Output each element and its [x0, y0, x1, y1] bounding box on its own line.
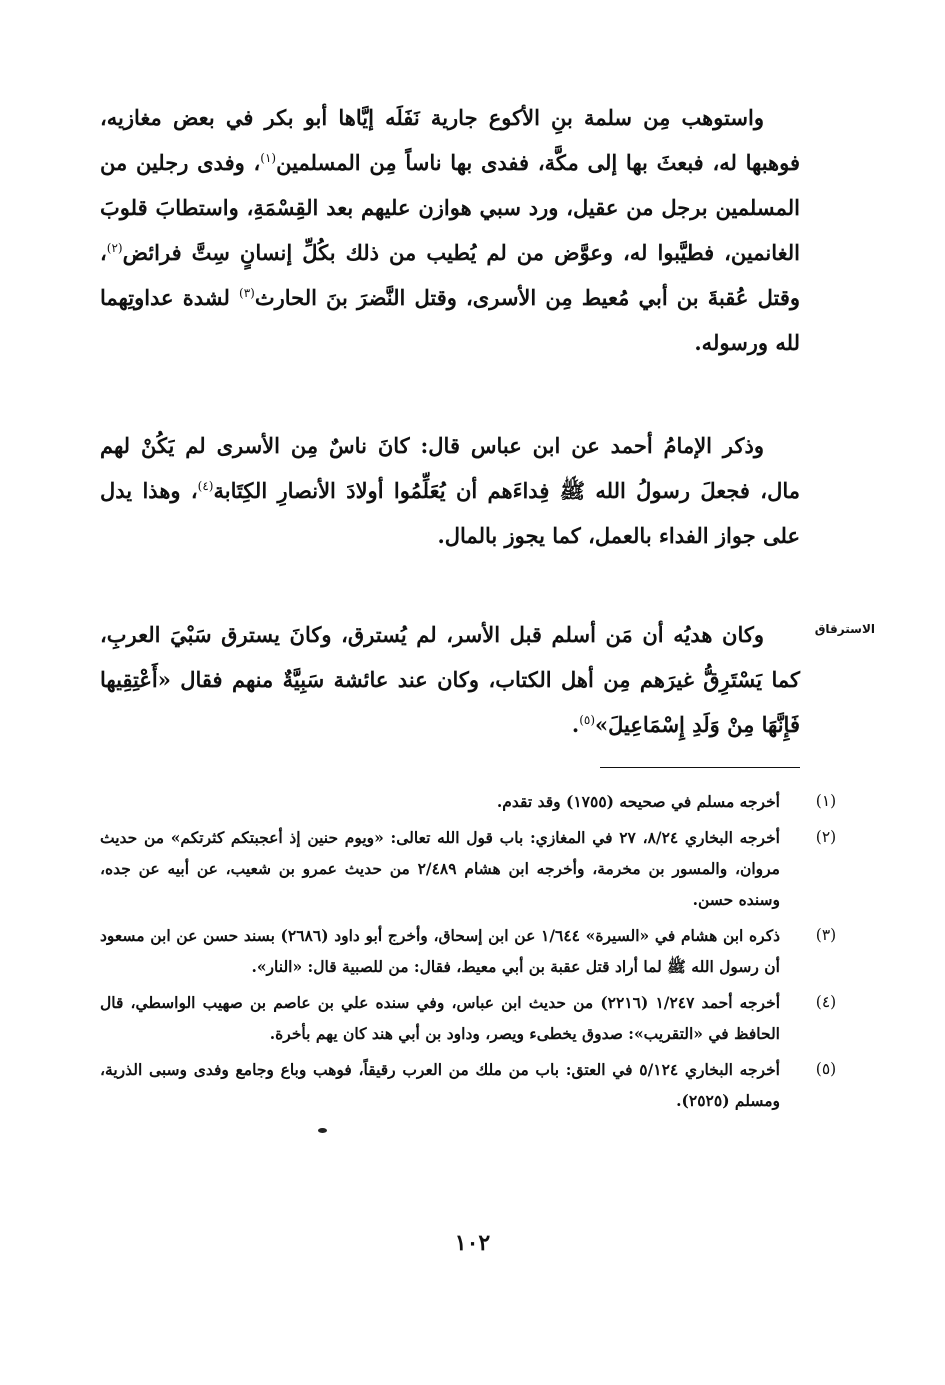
paragraph-3-text-b: . [571, 712, 580, 737]
footnote-ref-4[interactable]: (٤) [197, 479, 214, 493]
paragraph-3 [100, 612, 800, 747]
footnote-ref-1[interactable]: (١) [260, 151, 277, 165]
footnote-5 [100, 1054, 837, 1116]
footnote-number: (١) [815, 792, 837, 810]
footnote-3 [100, 920, 837, 982]
footnote-text: أخرجه البخاري ٥/١٢٤ في العتق: باب من ملك من العرب رقيقاً، فوهب وباع وجامع وفدى وسبى الذرية، ومسلم (٢٥٢٥). [100, 1060, 780, 1110]
footnote-number: (٥) [815, 1060, 837, 1078]
footnote-text: أخرجه البخاري ٨/٢٤، ٢٧ في المغازي: باب قول الله تعالى: «ويوم حنين إذ أعجبتكم كثرتكم» من حديث مروان، والمسور بن مخرمة، وأخرجه ابن هشام ٢/٤٨٩ من حديث عمرو بن شعيب، عن أبيه عن جده، وسنده حسن. [100, 828, 780, 909]
footnotes-section [100, 786, 837, 1121]
paragraph-2-text-b: ، وهذا يدل على جواز الفداء بالعمل، كما يجوز بالمال. [100, 478, 800, 548]
footnote-number: (٣) [815, 926, 837, 944]
footnote-ref-2[interactable]: (٢) [106, 241, 123, 255]
paragraph-2-text-a: وذكر الإمامُ أحمد عن ابن عباس قال: كانَ ناسٌ مِن الأسرى لم يَكُنْ لهم مال، فجعلَ رسولُ الله ﷺ فِداءَهم أن يُعَلِّمُوا أولادَ الأنصارِ الكِتَابة [100, 433, 800, 503]
footnote-number: (٢) [815, 828, 837, 846]
scan-speck [318, 1128, 327, 1133]
paragraph-1-text-a: واستوهب مِن سلمة بنِ الأكوع جارية نَفَلَه إيَّاها أبو بكر في بعض مغازيه، فوهبها له، فبعثَ بها إلى مكَّة، ففدى بها ناساً مِن المسلمين [100, 105, 800, 175]
footnote-2 [100, 822, 837, 915]
footnote-number: (٤) [815, 993, 837, 1011]
page-number: ١٠٢ [454, 1230, 491, 1256]
footnote-divider [600, 767, 800, 768]
footnote-text: أخرجه مسلم في صحيحه (١٧٥٥) وقد تقدم. [496, 792, 780, 811]
footnote-ref-5[interactable]: (٥) [579, 713, 596, 727]
paragraph-1-text-c: ، وقتل عُقبةَ بن أبي مُعيط مِن الأسرى، وقتل النَّضرَ بنَ الحارث [100, 240, 801, 310]
paragraph-1-text-b: ، وفدى رجلين من المسلمين برجل من عقيل، ورد سبي هوازن عليهم بعد القِسْمَةِ، واستطابَ قلوبَ الغانمين، فطيَّبوا له، وعوَّض من لم يُطيب من ذلك بكُلِّ إنسانٍ سِتَّ فرائض [100, 150, 800, 265]
paragraph-3-text-a: وكان هديُه أن مَن أسلم قبل الأسر، لم يُسترق، وكانَ يسترق سَبْيَ العربِ، كما يَسْتَرِقُّ غيرَهم مِن أهل الكتاب، وكان عند عائشة سَبِيَّةٌ منهم فقال «أَعْتِقِيها فَإِنَّهَا مِنْ وَلَدِ إِسْمَاعِيلَ» [100, 622, 800, 737]
paragraph-2 [100, 423, 800, 558]
footnote-1 [100, 786, 837, 817]
paragraph-1-text-d: لشدة عداوتِهما لله ورسوله. [100, 285, 800, 355]
footnote-4 [100, 987, 837, 1049]
footnote-ref-3[interactable]: (٣) [239, 286, 255, 300]
footnote-text: ذكره ابن هشام في «السيرة» ١/٦٤٤ عن ابن إسحاق، وأخرج أبو داود (٢٦٨٦) بسند حسن عن ابن مسعود أن رسول الله ﷺ لما أراد قتل عقبة بن أبي معيط، فقال: من للصبية قال: «النار». [100, 926, 781, 976]
footnote-text: أخرجه أحمد ١/٢٤٧ (٢٢١٦) من حديث ابن عباس، وفي سنده علي بن عاصم بن صهيب الواسطي، قال الحافظ في «التقريب»: صدوق يخطىء ويصر، وداود بن أبي هند كان يهم بأخرة. [100, 993, 781, 1043]
margin-heading: الاسترقاق [814, 622, 875, 636]
paragraph-1 [100, 95, 800, 365]
